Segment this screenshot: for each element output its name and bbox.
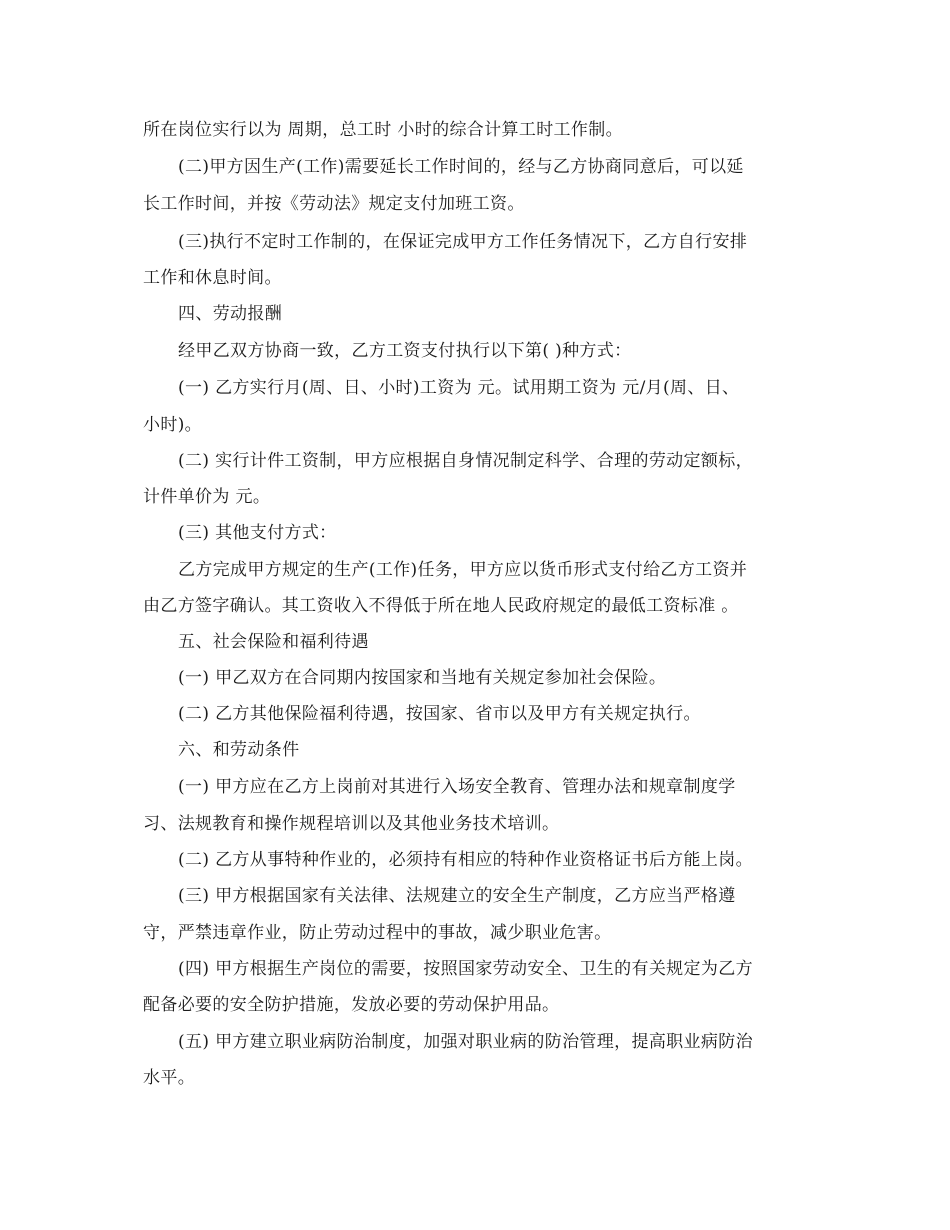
text-line: 工作和休息时间。 — [143, 268, 282, 288]
text-line: 所在岗位实行以为 周期，总工时 小时的综合计算工时工作制。 — [143, 120, 623, 140]
text-line: (二) 实行计件工资制，甲方应根据自身情况制定科学、合理的劳动定额标， — [178, 451, 753, 471]
text-line: (一) 甲方应在乙方上岗前对其进行入场安全教育、管理办法和规章制度学 — [178, 777, 736, 797]
text-line: 经甲乙双方协商一致，乙方工资支付执行以下第( )种方式： — [178, 341, 632, 361]
text-line: 习、法规教育和操作规程培训以及其他业务技术培训。 — [143, 814, 560, 834]
section-heading: 六、和劳动条件 — [178, 740, 300, 760]
text-line: 守，严禁违章作业，防止劳动过程中的事故，减少职业危害。 — [143, 923, 612, 943]
text-line: 计件单价为 元。 — [143, 487, 271, 507]
section-heading: 四、劳动报酬 — [178, 304, 283, 324]
section-heading: 五、社会保险和福利待遇 — [178, 632, 369, 652]
text-line: 长工作时间，并按《劳动法》规定支付加班工资。 — [143, 194, 525, 214]
text-line: (三)执行不定时工作制的，在保证完成甲方工作任务情况下，乙方自行安排 — [178, 232, 748, 252]
text-line: 乙方完成甲方规定的生产(工作)任务，甲方应以货币形式支付给乙方工资并 — [178, 560, 748, 580]
text-line: 配备必要的安全防护措施，发放必要的劳动保护用品。 — [143, 995, 560, 1015]
text-line: (二) 乙方从事特种作业的，必须持有相应的特种作业资格证书后方能上岗。 — [178, 850, 753, 870]
text-line: (四) 甲方根据生产岗位的需要，按照国家劳动安全、卫生的有关规定为乙方 — [178, 959, 753, 979]
text-line: 小时)。 — [143, 415, 203, 435]
text-line: 水平。 — [143, 1068, 196, 1088]
text-line: (一) 甲乙双方在合同期内按国家和当地有关规定参加社会保险。 — [178, 668, 667, 688]
text-line: (一) 乙方实行月(周、日、小时)工资为 元。试用期工资为 元/月(周、日、 — [178, 378, 740, 398]
text-line: (二)甲方因生产(工作)需要延长工作时间的，经与乙方协商同意后，可以延 — [178, 157, 744, 177]
text-line: (五) 甲方建立职业病防治制度，加强对职业病的防治管理，提高职业病防治 — [178, 1032, 753, 1052]
text-line: (二) 乙方其他保险福利待遇，按国家、省市以及甲方有关规定执行。 — [178, 704, 701, 724]
text-line: 由乙方签字确认。其工资收入不得低于所在地人民政府规定的最低工资标准 。 — [143, 596, 739, 616]
text-line: (三) 其他支付方式： — [178, 523, 337, 543]
text-line: (三) 甲方根据国家有关法律、法规建立的安全生产制度，乙方应当严格遵 — [178, 886, 736, 906]
